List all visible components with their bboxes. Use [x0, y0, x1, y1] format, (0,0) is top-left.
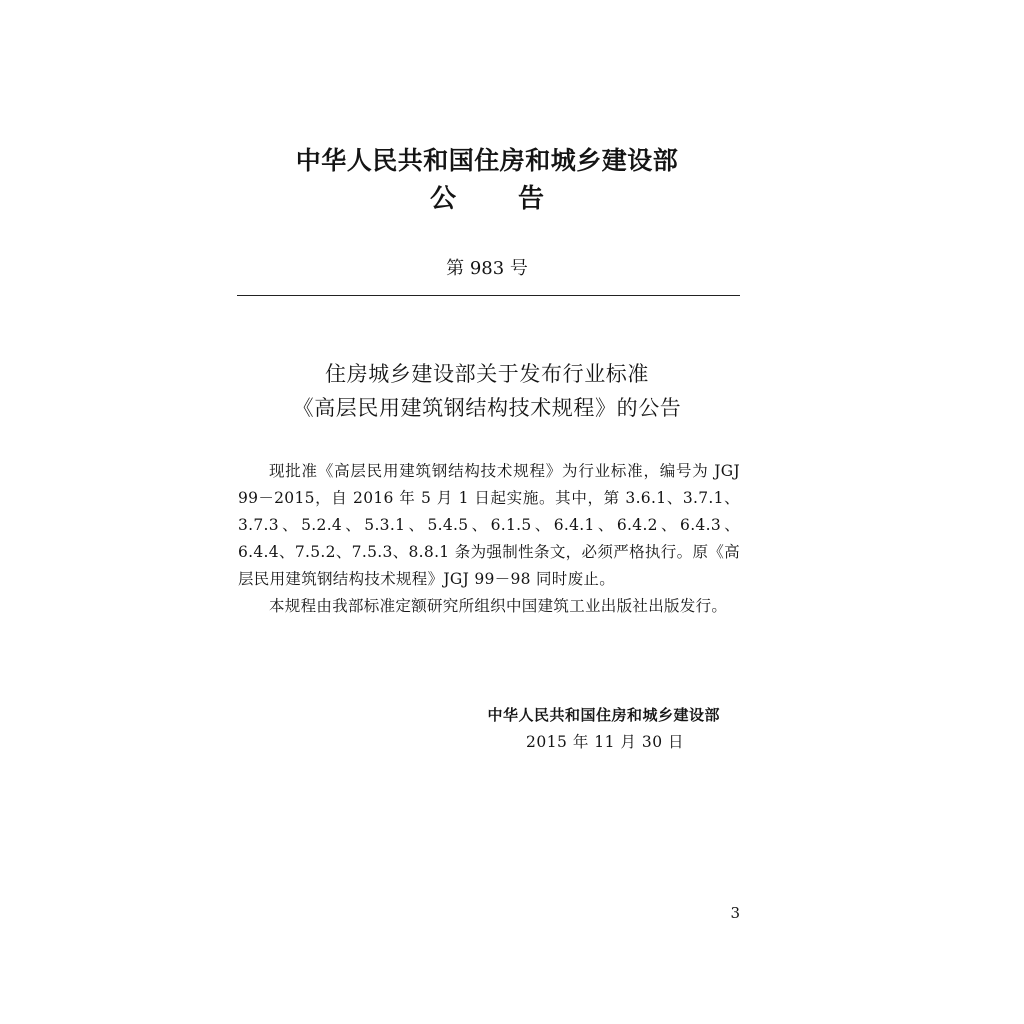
- signature-agency: 中华人民共和国住房和城乡建设部: [487, 706, 720, 724]
- signature-date: 2015 年 11 月 30 日: [525, 733, 684, 751]
- issuing-agency-title: 中华人民共和国住房和城乡建设部: [295, 146, 679, 175]
- page-number: 3: [730, 904, 740, 922]
- subject-line-1: 住房城乡建设部关于发布行业标准: [325, 362, 649, 386]
- notice-heading: 公告: [429, 184, 606, 214]
- subject-line-2: 《高层民用建筑钢结构技术规程》的公告: [292, 396, 682, 420]
- notice-body: [238, 458, 740, 620]
- header-divider: [237, 295, 740, 296]
- notice-subject: [237, 357, 737, 425]
- notice-number: 第 983 号: [446, 258, 528, 279]
- body-paragraph-2: 本规程由我部标准定额研究所组织中国建筑工业出版社出版发行。: [269, 597, 728, 615]
- body-paragraph-1: 现批准《高层民用建筑钢结构技术规程》为行业标准，编号为 JGJ 99－2015，自 2016 年 5 月 1 日起实施。其中，第 3.6.1、3.7.1、3.7.3、5.2.4、5.3.1、5.4.5、6.1.5、6.4.1、6.4.2、6.4.3、6.4.4、7.5.2、7.5.3、8.8.1 条为强制性条文，必须严格执行。原《高层民用建筑钢结构技术规程》JGJ 99－98 同时废止。: [238, 462, 740, 588]
